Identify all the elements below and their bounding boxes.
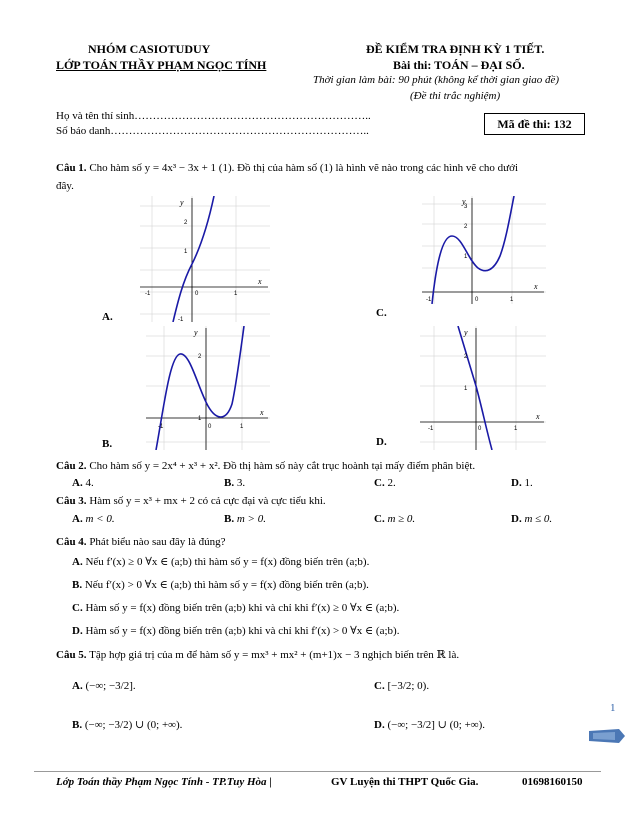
q1-body: Cho hàm số y = 4x³ − 3x + 1 (1). Đồ thị của hàm số (1) là hình vẽ nào trong các hình vẽ cho dưới <box>89 162 519 174</box>
graph-d-ylabel: y <box>464 328 468 337</box>
q2-answer-b: B. 3. <box>224 477 246 489</box>
graph-b-tick-y2: 2 <box>198 354 202 360</box>
exam-subject: Bài thi: TOÁN – ĐẠI SỐ. <box>393 58 525 72</box>
graph-c-tick-y2: 2 <box>464 224 468 230</box>
graph-b-xlabel: x <box>260 408 264 417</box>
graph-a-tick-ym1: -1 <box>178 317 184 322</box>
q3-answer-a: A. m < 0. <box>72 513 115 525</box>
q1-option-c: C. <box>376 307 387 319</box>
q4-text <box>56 536 226 548</box>
exam-time: Thời gian làm bài: 90 phút (không kể thời gian giao đề) <box>313 74 560 86</box>
graph-d-tick-y1: 1 <box>464 386 468 392</box>
q1-text-cont: đây. <box>56 180 74 192</box>
q5-answer-c: C. [−3/2; 0). <box>374 680 430 692</box>
q2-answer-c: C. 2. <box>374 477 396 489</box>
graph-b-ylabel: y <box>194 328 198 337</box>
footer-left: Lớp Toán thầy Phạm Ngọc Tính - TP.Tuy Hòa | <box>56 776 272 788</box>
graph-c-tick-xm1: -1 <box>426 297 432 303</box>
graph-a-xlabel: x <box>258 277 262 286</box>
page-corner-icon <box>589 728 625 744</box>
footer-phone: 01698160150 <box>522 776 583 788</box>
q3-answer-b: B. m > 0. <box>224 513 266 525</box>
graph-c-tick-y1: 1 <box>464 254 468 260</box>
q3-answer-d: D. m ≤ 0. <box>511 513 553 525</box>
graph-a-tick-0: 0 <box>195 291 199 297</box>
q4-answer-b: B. Nếu f′(x) > 0 ∀x ∈ (a;b) thì hàm số y = f(x) đồng biến trên (a;b). <box>72 579 369 591</box>
graph-b-tick-y1: 1 <box>198 416 202 422</box>
q1-text <box>56 162 518 174</box>
graph-a-tick-y1: 1 <box>184 249 188 255</box>
q4-body: Phát biểu nào sau đây là đúng? <box>89 536 226 548</box>
q4-label: Câu 4. <box>56 536 87 548</box>
q4-answer-a: A. Nếu f′(x) ≥ 0 ∀x ∈ (a;b) thì hàm số y = f(x) đồng biến trên (a;b). <box>72 556 370 568</box>
q5-text <box>56 648 459 661</box>
q5-answer-b: B. (−∞; −3/2) ∪ (0; +∞). <box>72 719 183 731</box>
graph-c-ylabel: y <box>462 197 466 206</box>
graph-c-tick-0: 0 <box>475 297 479 303</box>
graph-d-tick-y2: 2 <box>464 354 468 360</box>
graph-b-tick-xm1: -1 <box>158 424 164 430</box>
q3-answer-c: C. m ≥ 0. <box>374 513 416 525</box>
q2-body: Cho hàm số y = 2x⁴ + x³ + x². Đồ thị hàm số này cắt trục hoành tại mấy điểm phân biệt. <box>89 460 476 472</box>
graph-d-tick-xm1: -1 <box>428 426 434 432</box>
q1-option-d: D. <box>376 436 387 448</box>
footer-middle: GV Luyện thi THPT Quốc Gia. <box>331 776 479 788</box>
id-line: Số báo danh…………………………………………………………….. <box>56 125 369 137</box>
class-name: LỚP TOÁN THẦY PHẠM NGỌC TÍNH <box>56 58 267 72</box>
graph-c <box>422 196 546 304</box>
graph-c-xlabel: x <box>534 282 538 291</box>
q2-text <box>56 460 475 472</box>
q5-label: Câu 5. <box>56 649 87 661</box>
graph-a-tick-xm1: -1 <box>145 291 151 297</box>
q5-answer-d: D. (−∞; −3/2] ∪ (0; +∞). <box>374 719 486 731</box>
q3-label: Câu 3. <box>56 495 87 507</box>
page-number: 1 <box>610 702 616 714</box>
q1-option-b: B. <box>102 438 113 450</box>
exam-format: (Đề thi trắc nghiệm) <box>410 90 501 102</box>
graph-c-tick-y3: 3 <box>464 204 468 210</box>
q1-option-a: A. <box>102 311 113 323</box>
graph-d-tick-x1: 1 <box>514 426 518 432</box>
q4-answer-d: D. Hàm số y = f(x) đồng biến trên (a;b) khi và chỉ khi f′(x) > 0 ∀x ∈ (a;b). <box>72 625 400 637</box>
name-line: Họ và tên thí sinh……………………………………………………….. <box>56 110 371 122</box>
graph-b-tick-0: 0 <box>208 424 212 430</box>
q4-answer-c: C. Hàm số y = f(x) đồng biến trên (a;b) khi và chỉ khi f′(x) ≥ 0 ∀x ∈ (a;b). <box>72 602 400 614</box>
graph-a <box>140 196 270 322</box>
exam-title: ĐỀ KIỂM TRA ĐỊNH KỲ 1 TIẾT. <box>366 42 545 56</box>
group-name: NHÓM CASIOTUDUY <box>88 42 211 56</box>
graph-a-tick-y2: 2 <box>184 220 188 226</box>
graph-b <box>146 326 270 450</box>
q3-body: Hàm số y = x³ + mx + 2 có cả cực đại và cực tiểu khi. <box>89 495 326 507</box>
graph-d-tick-0: 0 <box>478 426 482 432</box>
q2-answer-a: A. 4. <box>72 477 94 489</box>
exam-code-box: Mã đề thi: 132 <box>484 113 585 135</box>
q5-answer-a: A. (−∞; −3/2]. <box>72 680 136 692</box>
graph-a-ylabel: y <box>180 198 184 207</box>
graph-b-tick-x1: 1 <box>240 424 244 430</box>
q3-text <box>56 495 326 507</box>
q1-label: Câu 1. <box>56 162 87 174</box>
q2-label: Câu 2. <box>56 460 87 472</box>
graph-a-tick-x1: 1 <box>234 291 238 297</box>
footer-divider <box>34 771 601 772</box>
graph-d-xlabel: x <box>536 412 540 421</box>
graph-d <box>420 326 546 450</box>
q2-answer-d: D. 1. <box>511 477 533 489</box>
q5-body: Tập hợp giá trị của m để hàm số y = mx³ + mx² + (m+1)x − 3 nghịch biến trên ℝ là. <box>89 649 460 661</box>
graph-c-tick-x1: 1 <box>510 297 514 303</box>
